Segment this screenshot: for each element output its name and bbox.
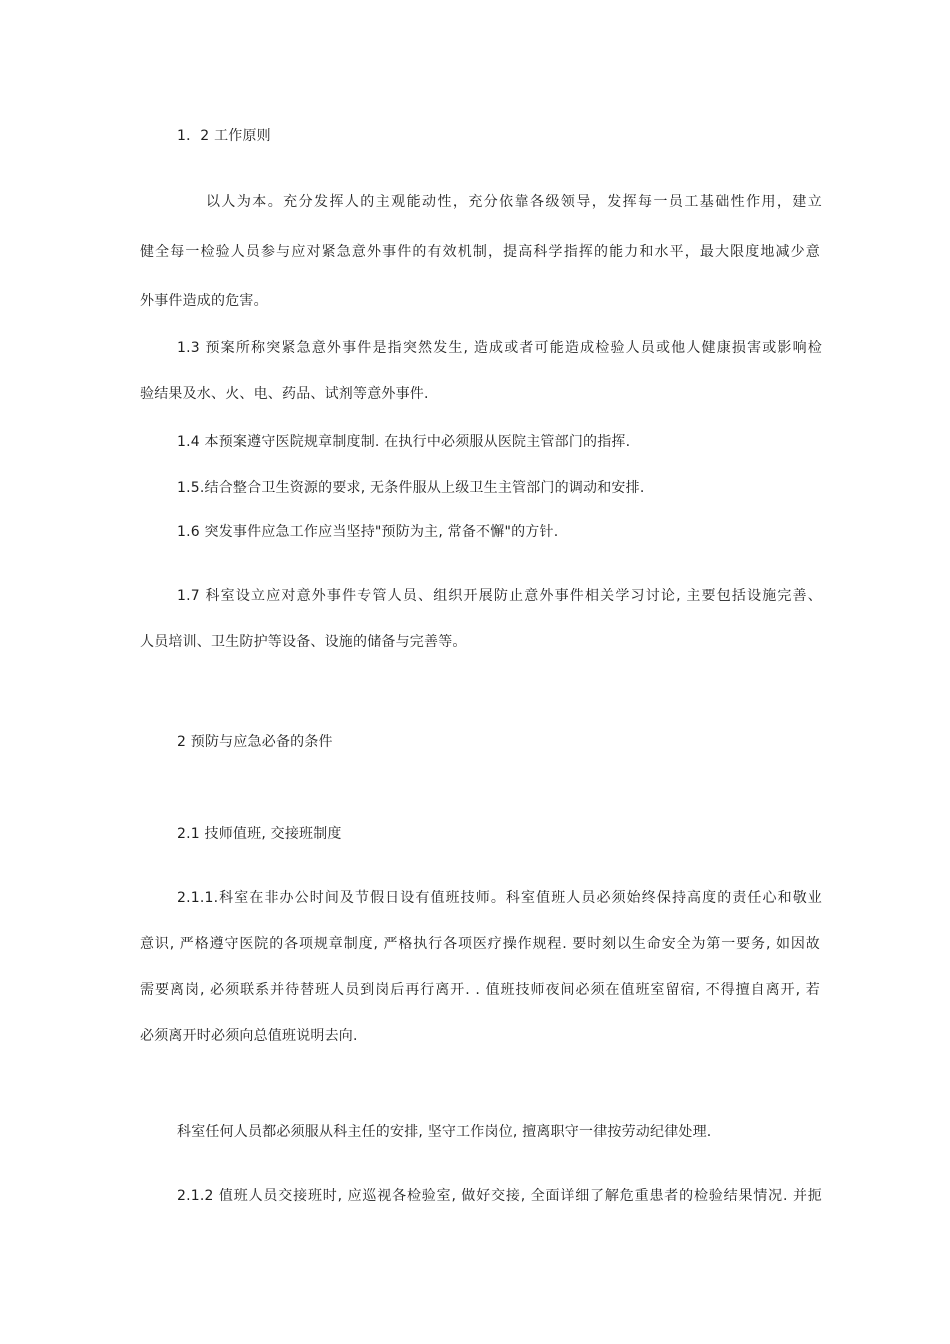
paragraph-line: 1.5.结合整合卫生资源的要求, 无条件服从上级卫生主管部门的调动和安排. — [177, 480, 645, 496]
section-heading-1-2: 1．2 工作原则 — [177, 128, 271, 144]
section-heading-2-1: 2.1 技师值班, 交接班制度 — [177, 826, 342, 842]
paragraph-line: 意识, 严格遵守医院的各项规章制度, 严格执行各项医疗操作规程. 要时刻以生命安全为第一要务, 如因故 — [140, 936, 820, 952]
paragraph-line: 科室任何人员都必须服从科主任的安排, 坚守工作岗位, 擅离职守一律按劳动纪律处理. — [177, 1124, 712, 1140]
paragraph-line: 1.4 本预案遵守医院规章制度制. 在执行中必须服从医院主管部门的指挥. — [177, 434, 631, 450]
paragraph-line: 2.1.2 值班人员交接班时, 应巡视各检验室, 做好交接, 全面详细了解危重患者的检验结果情况. 并扼 — [177, 1188, 822, 1204]
paragraph-line: 以人为本。充分发挥人的主观能动性，充分依靠各级领导，发挥每一员工基础性作用，建立 — [206, 194, 822, 210]
paragraph-line: 2.1.1.科室在非办公时间及节假日设有值班技师。科室值班人员必须始终保持高度的责任心和敬业 — [177, 890, 822, 906]
section-heading-2: 2 预防与应急必备的条件 — [177, 734, 333, 750]
paragraph-line: 必须离开时必须向总值班说明去向. — [140, 1028, 358, 1044]
paragraph-line: 健全每一检验人员参与应对紧急意外事件的有效机制，提高科学指挥的能力和水平，最大限度地减少意 — [140, 244, 820, 260]
paragraph-line: 1.6 突发事件应急工作应当坚持"预防为主, 常备不懈"的方针. — [177, 524, 559, 540]
paragraph-line: 外事件造成的危害。 — [140, 293, 268, 309]
paragraph-line: 1.7 科室设立应对意外事件专管人员、组织开展防止意外事件相关学习讨论, 主要包括设施完善、 — [177, 588, 822, 604]
paragraph-line: 需要离岗, 必须联系并待替班人员到岗后再行离开. . 值班技师夜间必须在值班室留宿, 不得擅自离开, 若 — [140, 982, 820, 998]
paragraph-line: 验结果及水、火、电、药品、试剂等意外事件. — [140, 386, 429, 402]
paragraph-line: 1.3 预案所称突紧急意外事件是指突然发生, 造成或者可能造成检验人员或他人健康损害或影响检 — [177, 340, 822, 356]
paragraph-line: 人员培训、卫生防护等设备、设施的储备与完善等。 — [140, 634, 467, 650]
